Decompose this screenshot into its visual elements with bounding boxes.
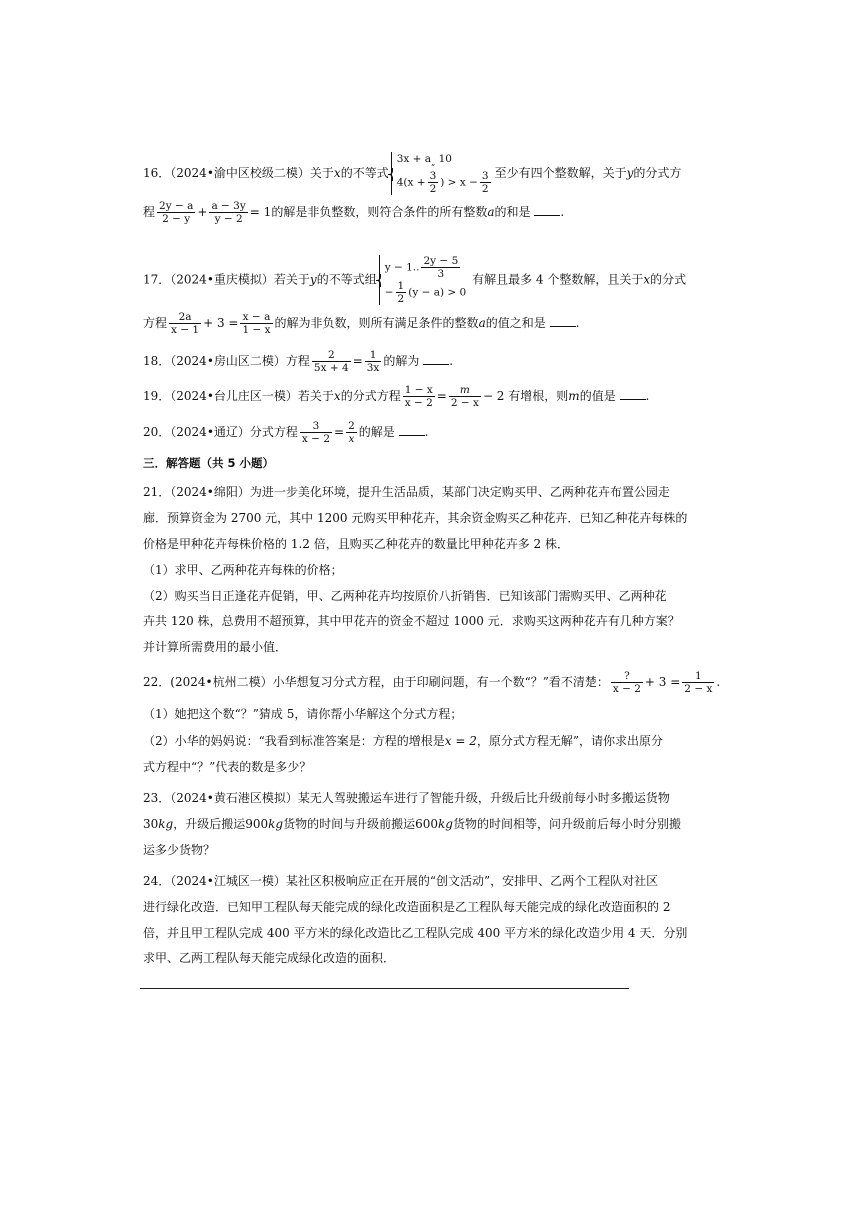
- question-22-line-1: 22．(2024•杭州二模）小华想复习分式方程，由于印刷问题，有一个数“？”看不清楚： $\frac{?}{x - 2}$ + 3 = $\frac{1}{2 - x}$ .: [143, 670, 721, 695]
- question-source: （2024•台儿庄区一模）: [170, 389, 298, 403]
- question-19: 19．（2024•台儿庄区一模）若关于x的分式方程 $\frac{1 - x}{x - 2}$ = $\frac{m}{2 - x}$ − 2 有增根，则m的值是 .: [143, 384, 650, 409]
- answer-blank: [399, 425, 425, 436]
- question-number: 18．: [143, 354, 171, 368]
- answer-blank: [423, 354, 449, 365]
- fraction: $\frac{x - a}{1 - x}$: [242, 311, 271, 336]
- question-source: （2024•重庆模拟）: [170, 272, 274, 287]
- fraction: $\frac{3}{x - 2}$: [301, 420, 330, 445]
- question-21-line-2: 廊．预算资金为 2700 元，其中 1200 元购买甲种花卉，其余资金购买乙种花卉．已知乙种花卉每株的: [143, 511, 688, 525]
- question-17-line-2: 方程 $\frac{2a}{x - 1}$ + 3 = $\frac{x - a}{1 - x}$ 的解为非负数，则所有满足条件的整数a的值之和是 .: [143, 311, 580, 336]
- fraction: $\frac{2y - a}{2 - y}$: [159, 200, 194, 225]
- question-24-line-1: 24．（2024•江城区一模）某社区积极响应正在开展的“创文活动”，安排甲、乙两个工程队对社区: [143, 874, 659, 888]
- inequality-system: $3x + a_„$ 10 4(x + $\frac{3}{2}$ ) > x − $\frac{3}{2}$: [391, 152, 493, 195]
- fraction: $\frac{2a}{x - 1}$: [171, 311, 200, 336]
- question-21-part-2: （2）购买当日正逢花卉促销，甲、乙两种花卉均按原价八折销售．已知该部门需购买甲、乙两种花: [143, 589, 667, 603]
- fraction: $\frac{1 - x}{x - 2}$: [404, 384, 433, 409]
- question-18: 18．（2024•房山区二模）方程 $\frac{2}{5x + 4}$ = $\frac{1}{3x}$ 的解为 .: [143, 349, 454, 374]
- fraction: $\frac{m}{2 - x}$: [450, 384, 479, 409]
- question-20: 20．（2024•通辽）分式方程 $\frac{3}{x - 2}$ = $\frac{2}{x}$ 的解是 .: [143, 420, 429, 445]
- question-number: 19．: [143, 389, 171, 403]
- question-24-line-2: 进行绿化改造．已知甲工程队每天能完成的绿化改造面积是乙工程队每天能完成的绿化改造面积的 2: [143, 900, 671, 914]
- question-22-part-2: （2）小华的妈妈说：“我看到标准答案是：方程的增根是x = 2，原分式方程无解”，请你求出原分: [143, 734, 664, 748]
- question-22-part-1: （1）她把这个数“？”猜成 5，请你帮小华解这个分式方程；: [143, 707, 463, 721]
- question-23-line-2: 30kg，升级后搬运900kg货物的时间与升级前搬运600kg货物的时间相等，问升级前后每小时分别搬: [143, 817, 681, 831]
- question-source: （2024•渝中区校级二模）: [170, 166, 310, 181]
- fraction: $\frac{2}{5x + 4}$: [313, 349, 349, 374]
- question-21-line-3: 价格是甲种花卉每株价格的 1.2 倍，且购买乙种花卉的数量比甲种花卉多 2 株．: [143, 537, 569, 551]
- question-number: 16．: [143, 166, 171, 181]
- question-17-line-1: 17．（2024•重庆模拟）若关于y的不等式组 y − 1.. $\frac{2y - 5}{3}$ − $\frac{1}{2}$ (y − a) > 0 有解且最多 4 个整数解，且关于x的分式: [143, 255, 687, 305]
- answer-blank: [550, 316, 576, 327]
- answer-blank: [534, 205, 560, 216]
- section-heading: 三．解答题（共 5 小题）: [143, 456, 275, 470]
- question-23-line-1: 23．（2024•黄石港区模拟）某无人驾驶搬运车进行了智能升级，升级后比升级前每小时多搬运货物: [143, 791, 670, 805]
- fraction: $\frac{a - 3y}{y - 2}$: [211, 200, 246, 225]
- question-source: （2024•房山区二模）: [170, 354, 286, 368]
- question-24-line-3: 倍，并且甲工程队完成 400 平方米的绿化改造比乙工程队完成 400 平方米的绿化改造少用 4 天．分别: [143, 926, 688, 940]
- fraction: $\frac{1}{2 - x}$: [684, 670, 713, 695]
- question-number: 17．: [143, 272, 171, 287]
- question-23-line-3: 运多少货物？: [143, 843, 216, 857]
- question-24-line-4: 求甲、乙两工程队每天能完成绿化改造的面积．: [143, 951, 396, 965]
- question-22-line-4: 式方程中“？”代表的数是多少？: [143, 760, 312, 774]
- question-number: 20．: [143, 425, 171, 439]
- question-21-line-7: 并计算所需费用的最小值．: [143, 640, 288, 654]
- fraction: $\frac{2}{x}$: [348, 420, 355, 445]
- question-16-line-1: 16．（2024•渝中区校级二模）关于x的不等式 $3x + a_„$ 10 4(x + $\frac{3}{2}$ ) > x − $\frac{3}{2}$ 至少有四个整数解，关于y的分式方: [143, 153, 682, 196]
- footer-divider: [140, 988, 629, 989]
- inequality-system: y − 1.. $\frac{2y - 5}{3}$ − $\frac{1}{2}$ (y − a) > 0: [379, 255, 467, 305]
- question-21-line-6: 卉共 120 株，总费用不超预算，其中甲花卉的资金不超过 1000 元．求购买这两种花卉有几种方案？: [143, 614, 680, 628]
- question-source: （2024•通辽）: [170, 425, 250, 439]
- fraction: $\frac{?}{x - 2}$: [612, 670, 641, 695]
- question-21-line-1: 21．（2024•绵阳）为进一步美化环境，提升生活品质，某部门决定购买甲、乙两种花卉布置公园走: [143, 485, 670, 499]
- answer-blank: [620, 389, 646, 400]
- fraction: $\frac{1}{3x}$: [366, 349, 380, 374]
- question-21-part-1: （1）求甲、乙两种花卉每株的价格；: [143, 563, 343, 577]
- question-16-line-2: 程 $\frac{2y - a}{2 - y}$ + $\frac{a - 3y}{y - 2}$ = 1的解是非负整数，则符合条件的所有整数a的和是 .: [143, 200, 565, 225]
